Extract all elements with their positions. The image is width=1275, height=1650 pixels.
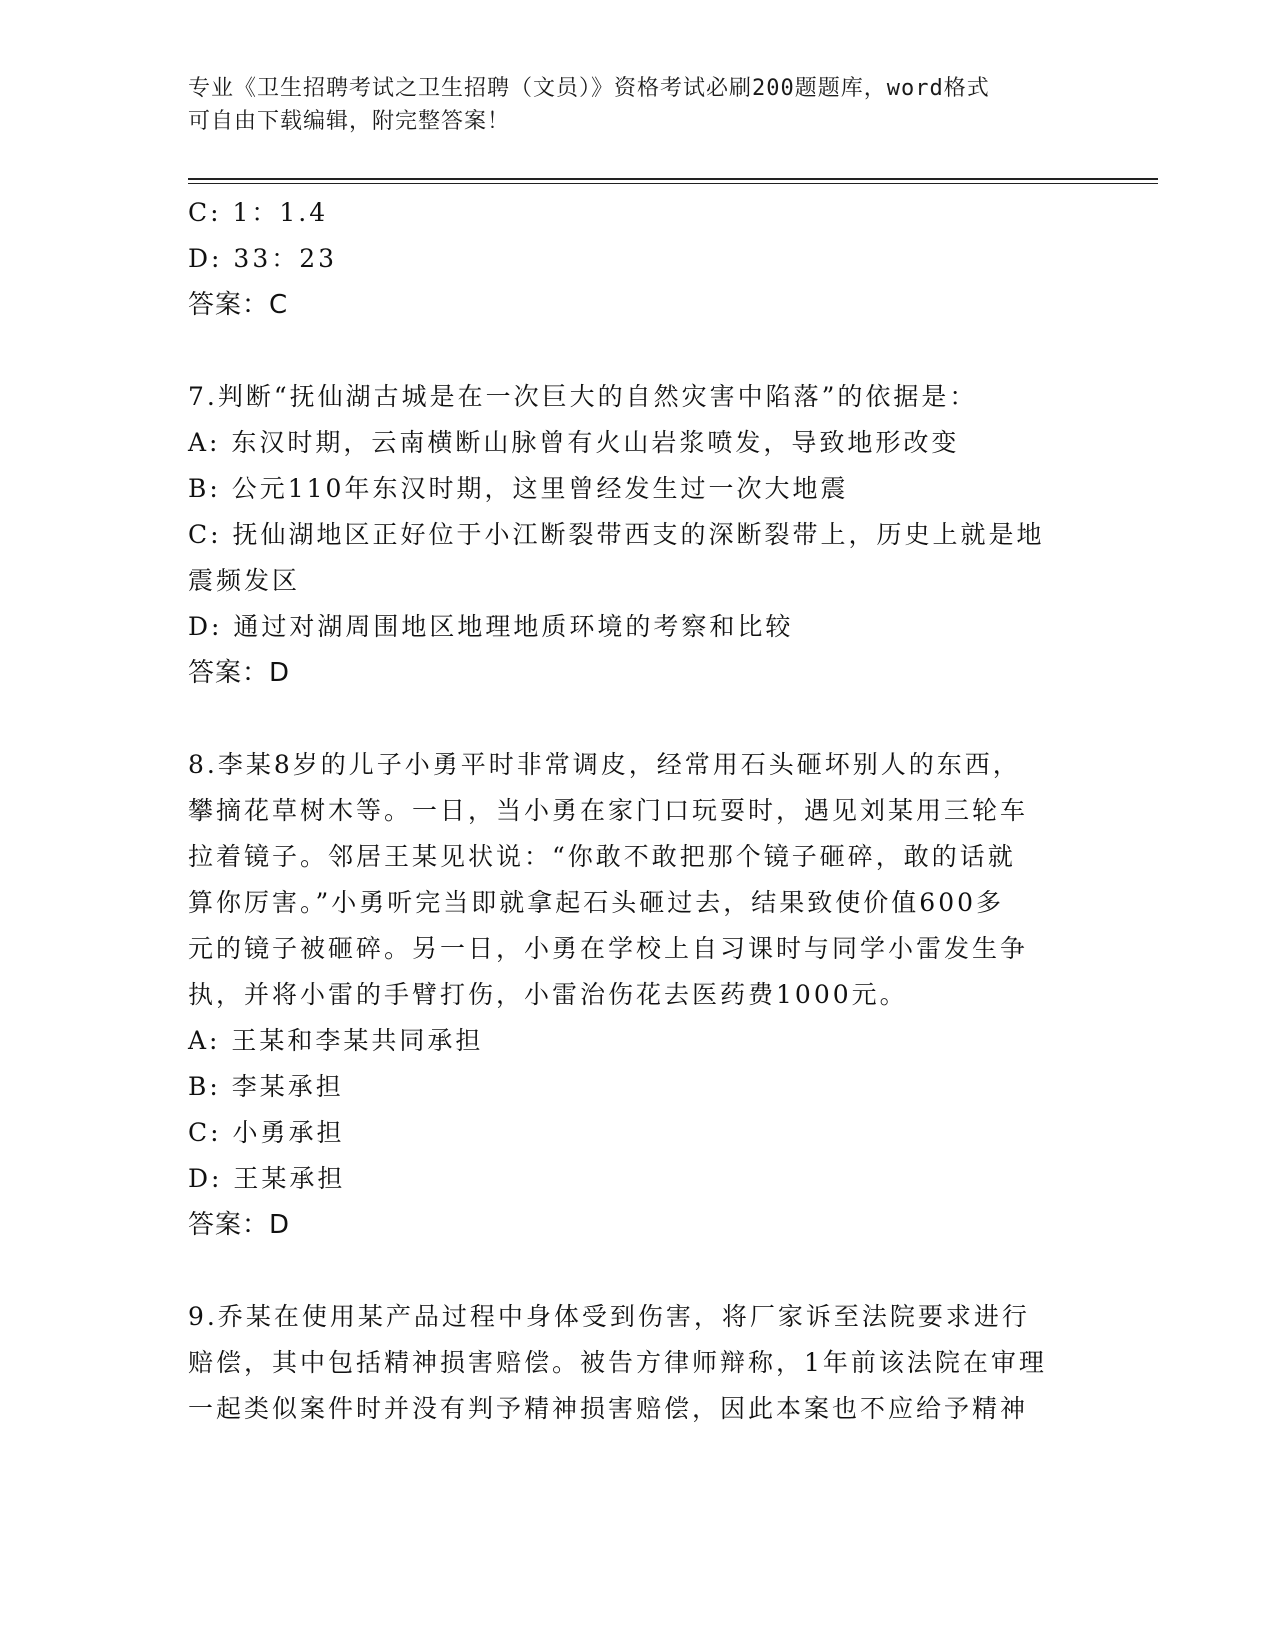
q8-answer: 答案：D	[188, 1210, 291, 1240]
spacer	[188, 328, 1088, 374]
q7-option-b: B: 公元110年东汉时期，这里曾经发生过一次大地震	[188, 474, 849, 503]
spacer	[188, 696, 1088, 742]
q8-question-line: 算你厉害。”小勇听完当即就拿起石头砸过去，结果致使价值600多	[188, 888, 1005, 917]
q9-question-line: 9.乔某在使用某产品过程中身体受到伤害，将厂家诉至法院要求进行	[188, 1302, 1030, 1331]
q7-option-d: D: 通过对湖周围地区地理地质环境的考察和比较	[188, 612, 794, 641]
q8-option-c: C: 小勇承担	[188, 1118, 345, 1147]
q6-answer: 答案：C	[188, 290, 289, 320]
header-title-line-1: 专业《卫生招聘考试之卫生招聘（文员）》资格考试必刷200题题库，word格式	[188, 76, 990, 101]
q7-option-c-line-1: C: 抚仙湖地区正好位于小江断裂带西支的深断裂带上，历史上就是地	[188, 520, 1045, 549]
q7-option-c-line-2: 震频发区	[188, 566, 301, 595]
page-header	[188, 72, 1088, 138]
q9-question-line: 一起类似案件时并没有判予精神损害赔偿，因此本案也不应给予精神	[188, 1394, 1029, 1423]
q6-option-c: C: 1：1.4	[188, 198, 329, 227]
q8-question-line: 8.李某8岁的儿子小勇平时非常调皮，经常用石头砸坏别人的东西，	[188, 750, 1021, 779]
q9-question-line: 赔偿，其中包括精神损害赔偿。被告方律师辩称，1年前该法院在审理	[188, 1348, 1047, 1377]
q8-question-line: 攀摘花草树木等。一日，当小勇在家门口玩耍时，遇见刘某用三轮车	[188, 796, 1029, 825]
q7-option-a: A: 东汉时期，云南横断山脉曾有火山岩浆喷发，导致地形改变	[188, 428, 960, 457]
q8-option-d: D: 王某承担	[188, 1164, 346, 1193]
q8-question-line: 元的镜子被砸碎。另一日，小勇在学校上自习课时与同学小雷发生争	[188, 934, 1029, 963]
spacer	[188, 1248, 1088, 1294]
q8-option-a: A: 王某和李某共同承担	[188, 1026, 484, 1055]
q6-option-d: D: 33：23	[188, 244, 338, 273]
question-content	[188, 190, 1088, 1432]
header-divider-thin	[188, 183, 1158, 184]
header-title-line-2: 可自由下载编辑，附完整答案！	[188, 109, 511, 134]
q7-answer: 答案：D	[188, 658, 291, 688]
q7-question: 7.判断“抚仙湖古城是在一次巨大的自然灾害中陷落”的依据是：	[188, 382, 978, 411]
q8-question-line: 执，并将小雷的手臂打伤，小雷治伤花去医药费1000元。	[188, 980, 908, 1009]
header-divider-thick	[188, 178, 1158, 180]
q8-question-line: 拉着镜子。邻居王某见状说：“你敢不敢把那个镜子砸碎，敢的话就	[188, 842, 1016, 871]
q8-option-b: B: 李某承担	[188, 1072, 344, 1101]
